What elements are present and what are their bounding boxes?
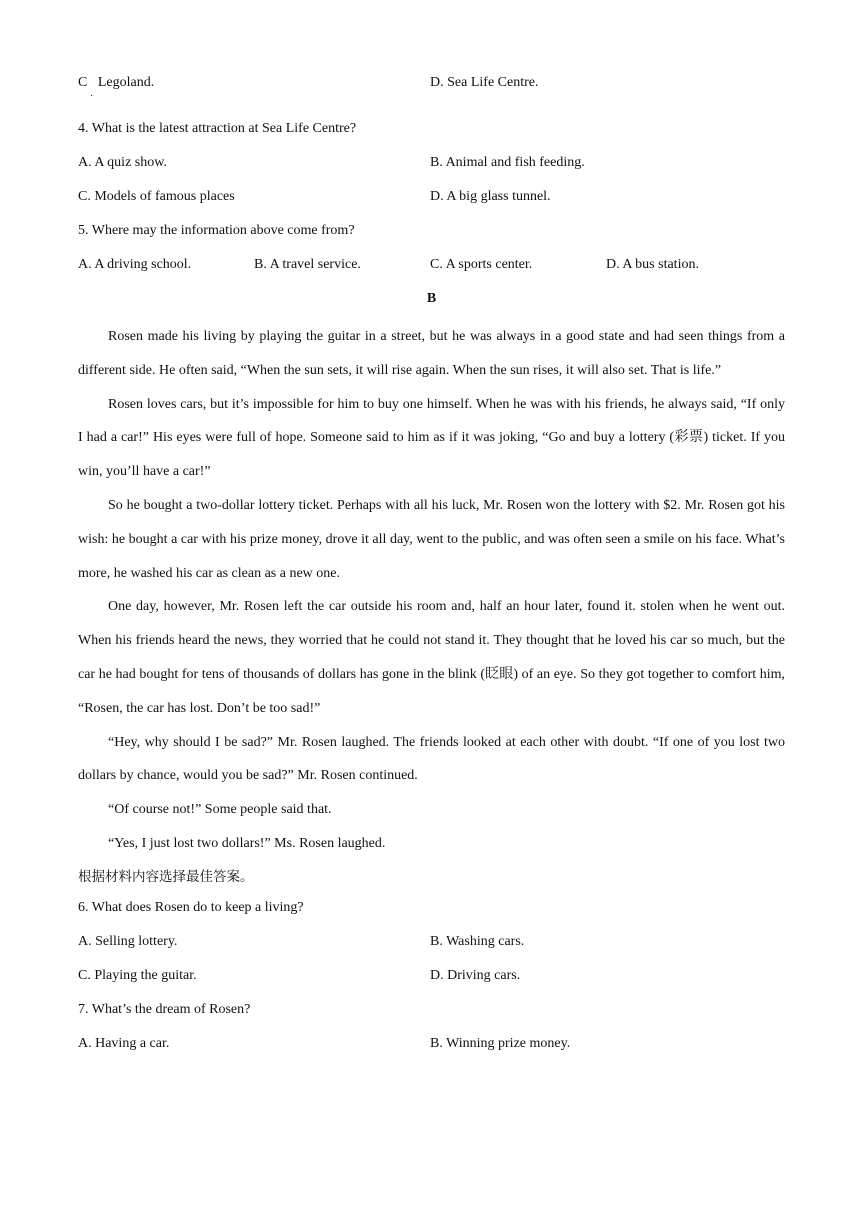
option-c <box>78 70 155 102</box>
q5-option-d: D. A bus station. <box>606 257 699 272</box>
section-title: B <box>426 291 437 306</box>
q6-option-d: D. Driving cars. <box>430 967 521 983</box>
option-text: Sea Life Centre. <box>447 75 539 90</box>
passage-paragraph: So he bought a two-dollar lottery ticket. Perhaps with all his luck, Mr. Rosen won the lottery with $2. Mr. Rosen got his wish: he bought a car with his prize money, drove it all day, went to the public, and was often seen a smile on his face. What’s more, he washed his car as clean as a new one. <box>78 497 785 581</box>
question-4-options-row-2 <box>78 184 785 218</box>
q5-option-b: B. A travel service. <box>254 257 361 272</box>
dot-mark: · <box>90 91 94 102</box>
passage-paragraph: Rosen made his living by playing the guitar in a street, but he was always in a good state and had seen things from a different side. He often said, “When the sun sets, it will rise again. When the sun rises, it will also set. That is life.” <box>78 329 785 378</box>
q6-option-a: A. Selling lottery. <box>78 933 178 949</box>
q5-option-c: C. A sports center. <box>430 257 533 272</box>
passage-paragraph: “Yes, I just lost two dollars!” Ms. Rosen laughed. <box>108 835 386 851</box>
q4-option-d: D. A big glass tunnel. <box>430 189 551 204</box>
q4-option-a: A. A quiz show. <box>78 155 167 170</box>
question-5-stem: 5. Where may the information above come from? <box>78 223 355 238</box>
question-7-stem: 7. What’s the dream of Rosen? <box>78 1001 251 1017</box>
question-6-options-row-1 <box>78 929 785 963</box>
question-6-stem: 6. What does Rosen do to keep a living? <box>78 899 304 915</box>
q6-option-c: C. Playing the guitar. <box>78 967 197 983</box>
q4-option-c: C. Models of famous places <box>78 189 235 204</box>
question-4-stem: 4. What is the latest attraction at Sea Life Centre? <box>78 121 357 136</box>
exam-page <box>78 70 785 1065</box>
q4-option-b: B. Animal and fish feeding. <box>430 155 585 170</box>
question-4-options-row-1 <box>78 150 785 184</box>
option-letter: C <box>78 75 88 90</box>
prev-question-options-row <box>78 70 785 104</box>
passage-paragraph: Rosen loves cars, but it’s impossible for him to buy one himself. When he was with his friends, he always said, “If only I had a car!” His eyes were full of hope. Someone said to him as if it was joking, “Go and buy a lottery (彩票) ticket. If you win, you’ll have a car!” <box>78 396 785 480</box>
option-letter: D. <box>430 75 444 90</box>
option-d <box>430 70 538 96</box>
passage-paragraph: “Hey, why should I be sad?” Mr. Rosen laughed. The friends looked at each other with doubt. “If one of you lost two dollars by chance, would you be sad?” Mr. Rosen continued. <box>78 734 785 784</box>
option-text: Legoland. <box>97 75 155 90</box>
passage-paragraph: One day, however, Mr. Rosen left the car outside his room and, half an hour later, found it. stolen when he went out. When his friends heard the news, they worried that he could not stand it. They thought that he loved his car so much, but the car he had bought for tens of thousands of dollars has gone in the blink (眨眼) of an eye. So they got together to comfort him, “Rosen, the car has lost. Don’t be too sad!” <box>78 599 785 716</box>
question-5-options-row <box>78 252 785 286</box>
q6-option-b: B. Washing cars. <box>430 933 525 949</box>
q7-option-b: B. Winning prize money. <box>430 1035 571 1051</box>
passage-paragraph: “Of course not!” Some people said that. <box>108 802 332 818</box>
q7-option-a: A. Having a car. <box>78 1035 170 1051</box>
question-7-options-row-1 <box>78 1031 785 1065</box>
instruction-text: 根据材料内容选择最佳答案。 <box>78 868 254 885</box>
q5-option-a: A. A driving school. <box>78 257 192 272</box>
question-6-options-row-2 <box>78 963 785 997</box>
